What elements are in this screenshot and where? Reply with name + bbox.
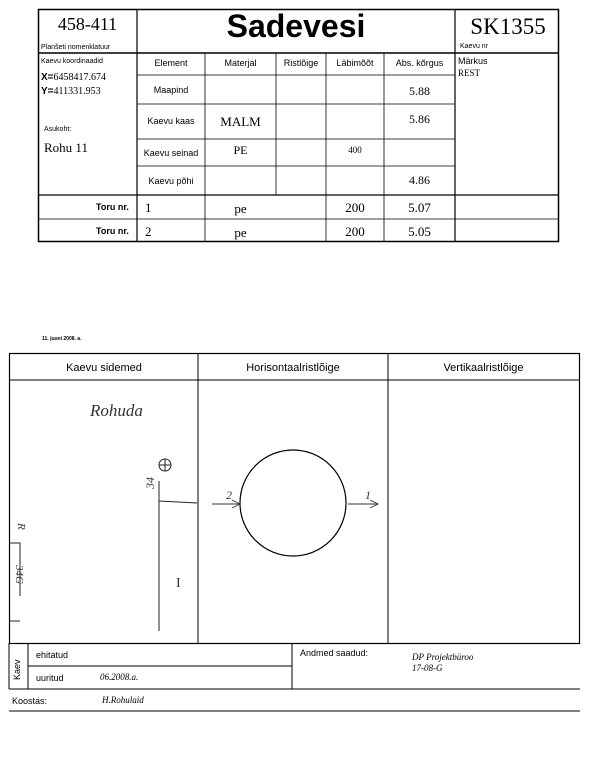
row-height: 5.86 bbox=[409, 112, 430, 126]
pipe-out-label: 1 bbox=[365, 488, 371, 502]
row-diameter: 400 bbox=[348, 145, 362, 155]
row-element: Maapind bbox=[153, 85, 189, 95]
section-header-links: Kaevu sidemed bbox=[66, 362, 142, 374]
col-header-element: Element bbox=[154, 58, 188, 68]
coord-y-row bbox=[41, 86, 101, 97]
section-header-vertical: Vertikaalristlõige bbox=[443, 362, 524, 374]
plan-number-label: Planšeti nomenklatuur bbox=[41, 44, 111, 51]
plan-number: 458-411 bbox=[57, 14, 118, 34]
col-header-cross: Ristlõige bbox=[283, 58, 319, 68]
remarks-label: Märkus bbox=[458, 56, 488, 66]
pipe-number: 2 bbox=[145, 224, 152, 239]
location-label: Asukoht: bbox=[44, 126, 72, 133]
pipe-label: Toru nr. bbox=[96, 202, 129, 212]
row-material: MALM bbox=[220, 114, 261, 129]
pipe-material: pe bbox=[234, 225, 247, 240]
document-date: 11. juuni 2008. a. bbox=[42, 336, 82, 342]
composed-value: H.Rohulaid bbox=[102, 695, 144, 705]
built-label: ehitatud bbox=[36, 650, 69, 660]
data-source-value: DP Projektbüroo bbox=[412, 652, 474, 662]
coords-label: Kaevu koordinaadid bbox=[41, 58, 103, 65]
pipe-diameter: 200 bbox=[345, 200, 365, 215]
coord-y-label: Y= bbox=[41, 86, 54, 97]
coord-x-value: 6458417.674 bbox=[53, 72, 107, 83]
links-sketch bbox=[10, 381, 198, 643]
surveyed-label: uuritud bbox=[36, 673, 64, 683]
row-material: PE bbox=[233, 143, 248, 157]
pipe-diameter: 200 bbox=[345, 224, 365, 239]
col-header-material: Materjal bbox=[224, 58, 257, 68]
pipe-height: 5.05 bbox=[408, 224, 431, 239]
row-element: Kaevu seinad bbox=[143, 148, 199, 158]
row-height: 4.86 bbox=[409, 173, 430, 187]
pipe-material: pe bbox=[234, 201, 247, 216]
coord-x-row bbox=[41, 72, 106, 83]
data-source-ref: 17-08-G bbox=[412, 663, 443, 673]
row-height: 5.88 bbox=[409, 84, 430, 98]
well-number-label: Kaevu nr bbox=[460, 43, 489, 50]
col-header-diameter: Läbimõõt bbox=[336, 58, 374, 68]
well-label-vertical: Kaev bbox=[12, 659, 22, 680]
pipe-in-label: 2 bbox=[226, 488, 232, 502]
location-value: Rohu 11 bbox=[44, 140, 88, 155]
coord-y-value: 411331.953 bbox=[53, 86, 101, 97]
pipe-number: 1 bbox=[145, 200, 152, 215]
pipe-out-arrow bbox=[348, 500, 378, 508]
surveyed-value: 06.2008.a. bbox=[100, 672, 139, 682]
sketch-street-name: Rohuda bbox=[90, 401, 143, 420]
col-header-height: Abs. kõrgus bbox=[395, 58, 444, 68]
data-source-label: Andmed saadud: bbox=[300, 648, 369, 658]
horizontal-section-sketch bbox=[198, 381, 388, 643]
page-title: Sadevesi bbox=[226, 8, 366, 44]
section-header-horizontal: Horisontaalristlõige bbox=[246, 362, 340, 374]
sketch-side-text-top: R bbox=[15, 523, 27, 530]
well-number: SK1355 bbox=[470, 14, 546, 39]
sketch-side-text-bottom: 34G bbox=[13, 565, 25, 584]
row-element: Kaevu kaas bbox=[147, 116, 195, 126]
pipe-label: Toru nr. bbox=[96, 226, 129, 236]
sketch-well-tag: 34 bbox=[143, 477, 157, 489]
row-element: Kaevu põhi bbox=[148, 176, 194, 186]
sketch-pipe-roman: I bbox=[176, 576, 181, 591]
coord-x-label: X= bbox=[41, 72, 54, 83]
remarks-value: REST bbox=[458, 68, 481, 78]
pipe-height: 5.07 bbox=[408, 200, 431, 215]
composed-label: Koostas: bbox=[12, 696, 48, 706]
